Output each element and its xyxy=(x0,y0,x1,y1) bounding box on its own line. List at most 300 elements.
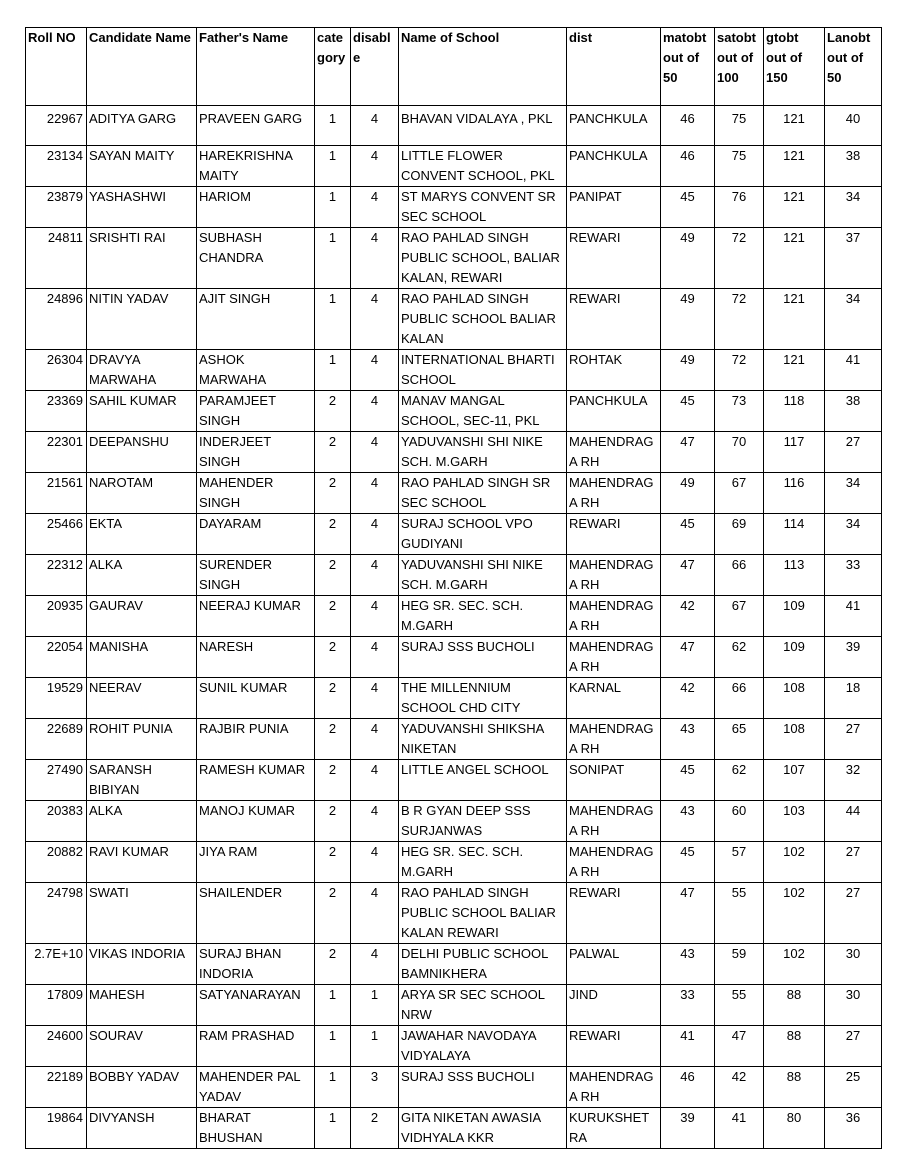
school-cell: DELHI PUBLIC SCHOOL BAMNIKHERA xyxy=(399,944,567,985)
table-row xyxy=(26,678,882,719)
dist-cell: MAHENDRAGA RH xyxy=(567,596,661,637)
lanobt-cell: 30 xyxy=(825,985,882,1026)
gtobt-cell: 114 xyxy=(764,514,825,555)
header-gtobt: gtobt out of 150 xyxy=(764,28,825,106)
roll-no-cell: 22689 xyxy=(26,719,87,760)
table-row xyxy=(26,514,882,555)
dist-cell: REWARI xyxy=(567,289,661,350)
disable-cell: 3 xyxy=(351,1067,399,1108)
candidate-name-cell: ROHIT PUNIA xyxy=(87,719,197,760)
disable-cell: 4 xyxy=(351,106,399,146)
results-table-wrapper xyxy=(25,27,882,1149)
disable-cell: 4 xyxy=(351,719,399,760)
category-cell: 1 xyxy=(315,289,351,350)
dist-cell: MAHENDRAGA RH xyxy=(567,719,661,760)
disable-cell: 4 xyxy=(351,678,399,719)
matobt-cell: 47 xyxy=(661,883,715,944)
dist-cell: REWARI xyxy=(567,228,661,289)
fathers-name-cell: RAJBIR PUNIA xyxy=(197,719,315,760)
matobt-cell: 33 xyxy=(661,985,715,1026)
category-cell: 2 xyxy=(315,637,351,678)
satobt-cell: 66 xyxy=(715,555,764,596)
satobt-cell: 65 xyxy=(715,719,764,760)
disable-cell: 4 xyxy=(351,883,399,944)
category-cell: 1 xyxy=(315,146,351,187)
matobt-cell: 49 xyxy=(661,228,715,289)
matobt-cell: 49 xyxy=(661,350,715,391)
header-fathers-name: Father's Name xyxy=(197,28,315,106)
roll-no-cell: 22189 xyxy=(26,1067,87,1108)
fathers-name-cell: INDERJEET SINGH xyxy=(197,432,315,473)
category-cell: 2 xyxy=(315,473,351,514)
satobt-cell: 41 xyxy=(715,1108,764,1149)
table-row xyxy=(26,146,882,187)
header-matobt: matobt out of 50 xyxy=(661,28,715,106)
table-row xyxy=(26,944,882,985)
gtobt-cell: 121 xyxy=(764,187,825,228)
candidate-name-cell: ADITYA GARG xyxy=(87,106,197,146)
category-cell: 2 xyxy=(315,719,351,760)
school-cell: YADUVANSHI SHIKSHA NIKETAN xyxy=(399,719,567,760)
gtobt-cell: 102 xyxy=(764,883,825,944)
matobt-cell: 43 xyxy=(661,801,715,842)
dist-cell: MAHENDRAGA RH xyxy=(567,637,661,678)
fathers-name-cell: MANOJ KUMAR xyxy=(197,801,315,842)
dist-cell: REWARI xyxy=(567,514,661,555)
table-row xyxy=(26,391,882,432)
disable-cell: 4 xyxy=(351,514,399,555)
gtobt-cell: 121 xyxy=(764,350,825,391)
table-row xyxy=(26,432,882,473)
dist-cell: PANCHKULA xyxy=(567,391,661,432)
table-row xyxy=(26,1026,882,1067)
disable-cell: 4 xyxy=(351,350,399,391)
dist-cell: PANIPAT xyxy=(567,187,661,228)
table-row xyxy=(26,350,882,391)
school-cell: YADUVANSHI SHI NIKE SCH. M.GARH xyxy=(399,555,567,596)
dist-cell: MAHENDRAGA RH xyxy=(567,1067,661,1108)
category-cell: 2 xyxy=(315,842,351,883)
dist-cell: KARNAL xyxy=(567,678,661,719)
header-candidate-name: Candidate Name xyxy=(87,28,197,106)
table-row xyxy=(26,289,882,350)
roll-no-cell: 20383 xyxy=(26,801,87,842)
category-cell: 1 xyxy=(315,1108,351,1149)
fathers-name-cell: SUBHASH CHANDRA xyxy=(197,228,315,289)
roll-no-cell: 21561 xyxy=(26,473,87,514)
disable-cell: 4 xyxy=(351,596,399,637)
disable-cell: 4 xyxy=(351,187,399,228)
fathers-name-cell: NARESH xyxy=(197,637,315,678)
lanobt-cell: 32 xyxy=(825,760,882,801)
header-roll-no: Roll NO xyxy=(26,28,87,106)
candidate-name-cell: SAHIL KUMAR xyxy=(87,391,197,432)
fathers-name-cell: AJIT SINGH xyxy=(197,289,315,350)
gtobt-cell: 109 xyxy=(764,596,825,637)
satobt-cell: 69 xyxy=(715,514,764,555)
lanobt-cell: 34 xyxy=(825,289,882,350)
lanobt-cell: 36 xyxy=(825,1108,882,1149)
category-cell: 2 xyxy=(315,883,351,944)
lanobt-cell: 27 xyxy=(825,719,882,760)
candidate-name-cell: DRAVYA MARWAHA xyxy=(87,350,197,391)
header-category: cate gory xyxy=(315,28,351,106)
roll-no-cell: 19529 xyxy=(26,678,87,719)
fathers-name-cell: BHARAT BHUSHAN xyxy=(197,1108,315,1149)
school-cell: ARYA SR SEC SCHOOL NRW xyxy=(399,985,567,1026)
table-row xyxy=(26,473,882,514)
satobt-cell: 72 xyxy=(715,350,764,391)
disable-cell: 4 xyxy=(351,637,399,678)
lanobt-cell: 25 xyxy=(825,1067,882,1108)
school-cell: RAO PAHLAD SINGH SR SEC SCHOOL xyxy=(399,473,567,514)
gtobt-cell: 102 xyxy=(764,944,825,985)
lanobt-cell: 40 xyxy=(825,106,882,146)
school-cell: THE MILLENNIUM SCHOOL CHD CITY xyxy=(399,678,567,719)
candidate-name-cell: NAROTAM xyxy=(87,473,197,514)
matobt-cell: 42 xyxy=(661,596,715,637)
lanobt-cell: 34 xyxy=(825,514,882,555)
school-cell: RAO PAHLAD SINGH PUBLIC SCHOOL BALIAR KALAN xyxy=(399,289,567,350)
table-row xyxy=(26,883,882,944)
matobt-cell: 46 xyxy=(661,146,715,187)
header-school: Name of School xyxy=(399,28,567,106)
school-cell: BHAVAN VIDALAYA , PKL xyxy=(399,106,567,146)
category-cell: 2 xyxy=(315,555,351,596)
roll-no-cell: 27490 xyxy=(26,760,87,801)
fathers-name-cell: MAHENDER SINGH xyxy=(197,473,315,514)
satobt-cell: 67 xyxy=(715,473,764,514)
category-cell: 1 xyxy=(315,228,351,289)
disable-cell: 4 xyxy=(351,289,399,350)
satobt-cell: 42 xyxy=(715,1067,764,1108)
matobt-cell: 45 xyxy=(661,391,715,432)
gtobt-cell: 103 xyxy=(764,801,825,842)
gtobt-cell: 109 xyxy=(764,637,825,678)
satobt-cell: 76 xyxy=(715,187,764,228)
roll-no-cell: 25466 xyxy=(26,514,87,555)
table-row xyxy=(26,801,882,842)
dist-cell: MAHENDRAGA RH xyxy=(567,432,661,473)
roll-no-cell: 22301 xyxy=(26,432,87,473)
category-cell: 2 xyxy=(315,678,351,719)
satobt-cell: 55 xyxy=(715,883,764,944)
candidate-name-cell: SWATI xyxy=(87,883,197,944)
gtobt-cell: 118 xyxy=(764,391,825,432)
satobt-cell: 59 xyxy=(715,944,764,985)
fathers-name-cell: SURENDER SINGH xyxy=(197,555,315,596)
candidate-name-cell: DIVYANSH xyxy=(87,1108,197,1149)
satobt-cell: 47 xyxy=(715,1026,764,1067)
table-row xyxy=(26,228,882,289)
lanobt-cell: 27 xyxy=(825,1026,882,1067)
category-cell: 2 xyxy=(315,514,351,555)
category-cell: 2 xyxy=(315,432,351,473)
school-cell: HEG SR. SEC. SCH. M.GARH xyxy=(399,596,567,637)
disable-cell: 4 xyxy=(351,146,399,187)
dist-cell: PALWAL xyxy=(567,944,661,985)
category-cell: 2 xyxy=(315,596,351,637)
school-cell: LITTLE ANGEL SCHOOL xyxy=(399,760,567,801)
satobt-cell: 70 xyxy=(715,432,764,473)
fathers-name-cell: RAMESH KUMAR xyxy=(197,760,315,801)
candidate-name-cell: MAHESH xyxy=(87,985,197,1026)
dist-cell: MAHENDRAGA RH xyxy=(567,842,661,883)
disable-cell: 2 xyxy=(351,1108,399,1149)
school-cell: INTERNATIONAL BHARTI SCHOOL xyxy=(399,350,567,391)
gtobt-cell: 121 xyxy=(764,228,825,289)
fathers-name-cell: DAYARAM xyxy=(197,514,315,555)
matobt-cell: 47 xyxy=(661,637,715,678)
table-row xyxy=(26,760,882,801)
category-cell: 1 xyxy=(315,985,351,1026)
roll-no-cell: 23369 xyxy=(26,391,87,432)
fathers-name-cell: SURAJ BHAN INDORIA xyxy=(197,944,315,985)
matobt-cell: 41 xyxy=(661,1026,715,1067)
category-cell: 1 xyxy=(315,187,351,228)
category-cell: 2 xyxy=(315,801,351,842)
satobt-cell: 72 xyxy=(715,228,764,289)
header-row xyxy=(26,28,882,106)
candidate-name-cell: SRISHTI RAI xyxy=(87,228,197,289)
category-cell: 1 xyxy=(315,1026,351,1067)
roll-no-cell: 24896 xyxy=(26,289,87,350)
roll-no-cell: 22054 xyxy=(26,637,87,678)
fathers-name-cell: HAREKRISHNA MAITY xyxy=(197,146,315,187)
dist-cell: MAHENDRAGA RH xyxy=(567,473,661,514)
matobt-cell: 47 xyxy=(661,555,715,596)
candidate-name-cell: SAYAN MAITY xyxy=(87,146,197,187)
candidate-name-cell: DEEPANSHU xyxy=(87,432,197,473)
lanobt-cell: 27 xyxy=(825,883,882,944)
satobt-cell: 62 xyxy=(715,637,764,678)
dist-cell: MAHENDRAGA RH xyxy=(567,555,661,596)
candidate-name-cell: ALKA xyxy=(87,555,197,596)
matobt-cell: 45 xyxy=(661,760,715,801)
matobt-cell: 43 xyxy=(661,944,715,985)
disable-cell: 4 xyxy=(351,473,399,514)
matobt-cell: 49 xyxy=(661,473,715,514)
matobt-cell: 42 xyxy=(661,678,715,719)
roll-no-cell: 22312 xyxy=(26,555,87,596)
roll-no-cell: 26304 xyxy=(26,350,87,391)
satobt-cell: 75 xyxy=(715,106,764,146)
fathers-name-cell: PARAMJEET SINGH xyxy=(197,391,315,432)
header-satobt: satobt out of 100 xyxy=(715,28,764,106)
roll-no-cell: 23879 xyxy=(26,187,87,228)
candidate-name-cell: NITIN YADAV xyxy=(87,289,197,350)
gtobt-cell: 107 xyxy=(764,760,825,801)
matobt-cell: 46 xyxy=(661,106,715,146)
category-cell: 1 xyxy=(315,350,351,391)
table-body xyxy=(26,106,882,1149)
candidate-name-cell: YASHASHWI xyxy=(87,187,197,228)
matobt-cell: 45 xyxy=(661,187,715,228)
disable-cell: 4 xyxy=(351,760,399,801)
candidate-name-cell: SOURAV xyxy=(87,1026,197,1067)
gtobt-cell: 88 xyxy=(764,1067,825,1108)
category-cell: 1 xyxy=(315,1067,351,1108)
category-cell: 2 xyxy=(315,944,351,985)
category-cell: 2 xyxy=(315,760,351,801)
roll-no-cell: 20935 xyxy=(26,596,87,637)
satobt-cell: 60 xyxy=(715,801,764,842)
satobt-cell: 62 xyxy=(715,760,764,801)
gtobt-cell: 121 xyxy=(764,146,825,187)
fathers-name-cell: SHAILENDER xyxy=(197,883,315,944)
school-cell: GITA NIKETAN AWASIA VIDHYALA KKR xyxy=(399,1108,567,1149)
roll-no-cell: 24798 xyxy=(26,883,87,944)
table-row xyxy=(26,1067,882,1108)
roll-no-cell: 19864 xyxy=(26,1108,87,1149)
gtobt-cell: 80 xyxy=(764,1108,825,1149)
matobt-cell: 49 xyxy=(661,289,715,350)
satobt-cell: 72 xyxy=(715,289,764,350)
dist-cell: PANCHKULA xyxy=(567,106,661,146)
gtobt-cell: 88 xyxy=(764,1026,825,1067)
candidate-name-cell: EKTA xyxy=(87,514,197,555)
dist-cell: ROHTAK xyxy=(567,350,661,391)
candidate-name-cell: RAVI KUMAR xyxy=(87,842,197,883)
header-dist: dist xyxy=(567,28,661,106)
candidate-name-cell: NEERAV xyxy=(87,678,197,719)
school-cell: HEG SR. SEC. SCH. M.GARH xyxy=(399,842,567,883)
table-row xyxy=(26,719,882,760)
disable-cell: 1 xyxy=(351,985,399,1026)
fathers-name-cell: PRAVEEN GARG xyxy=(197,106,315,146)
lanobt-cell: 27 xyxy=(825,432,882,473)
lanobt-cell: 38 xyxy=(825,146,882,187)
candidate-name-cell: BOBBY YADAV xyxy=(87,1067,197,1108)
disable-cell: 4 xyxy=(351,801,399,842)
fathers-name-cell: NEERAJ KUMAR xyxy=(197,596,315,637)
dist-cell: SONIPAT xyxy=(567,760,661,801)
roll-no-cell: 24600 xyxy=(26,1026,87,1067)
fathers-name-cell: RAM PRASHAD xyxy=(197,1026,315,1067)
roll-no-cell: 23134 xyxy=(26,146,87,187)
school-cell: LITTLE FLOWER CONVENT SCHOOL, PKL xyxy=(399,146,567,187)
dist-cell: KURUKSHETRA xyxy=(567,1108,661,1149)
table-row xyxy=(26,637,882,678)
lanobt-cell: 41 xyxy=(825,350,882,391)
disable-cell: 4 xyxy=(351,391,399,432)
candidate-name-cell: ALKA xyxy=(87,801,197,842)
satobt-cell: 57 xyxy=(715,842,764,883)
category-cell: 2 xyxy=(315,391,351,432)
disable-cell: 4 xyxy=(351,555,399,596)
matobt-cell: 47 xyxy=(661,432,715,473)
lanobt-cell: 27 xyxy=(825,842,882,883)
satobt-cell: 73 xyxy=(715,391,764,432)
school-cell: B R GYAN DEEP SSS SURJANWAS xyxy=(399,801,567,842)
lanobt-cell: 39 xyxy=(825,637,882,678)
gtobt-cell: 108 xyxy=(764,719,825,760)
disable-cell: 4 xyxy=(351,944,399,985)
disable-cell: 4 xyxy=(351,842,399,883)
fathers-name-cell: SATYANARAYAN xyxy=(197,985,315,1026)
table-row xyxy=(26,187,882,228)
roll-no-cell: 20882 xyxy=(26,842,87,883)
school-cell: YADUVANSHI SHI NIKE SCH. M.GARH xyxy=(399,432,567,473)
candidate-name-cell: MANISHA xyxy=(87,637,197,678)
satobt-cell: 55 xyxy=(715,985,764,1026)
satobt-cell: 75 xyxy=(715,146,764,187)
header-lanobt: Lanobt out of 50 xyxy=(825,28,882,106)
roll-no-cell: 2.7E+10 xyxy=(26,944,87,985)
lanobt-cell: 34 xyxy=(825,187,882,228)
satobt-cell: 67 xyxy=(715,596,764,637)
matobt-cell: 39 xyxy=(661,1108,715,1149)
table-row xyxy=(26,985,882,1026)
lanobt-cell: 37 xyxy=(825,228,882,289)
roll-no-cell: 24811 xyxy=(26,228,87,289)
gtobt-cell: 116 xyxy=(764,473,825,514)
lanobt-cell: 33 xyxy=(825,555,882,596)
lanobt-cell: 34 xyxy=(825,473,882,514)
school-cell: SURAJ SSS BUCHOLI xyxy=(399,637,567,678)
dist-cell: PANCHKULA xyxy=(567,146,661,187)
table-row xyxy=(26,106,882,146)
fathers-name-cell: ASHOK MARWAHA xyxy=(197,350,315,391)
school-cell: JAWAHAR NAVODAYA VIDYALAYA xyxy=(399,1026,567,1067)
school-cell: ST MARYS CONVENT SR SEC SCHOOL xyxy=(399,187,567,228)
satobt-cell: 66 xyxy=(715,678,764,719)
roll-no-cell: 17809 xyxy=(26,985,87,1026)
dist-cell: MAHENDRAGA RH xyxy=(567,801,661,842)
lanobt-cell: 38 xyxy=(825,391,882,432)
matobt-cell: 45 xyxy=(661,514,715,555)
disable-cell: 4 xyxy=(351,228,399,289)
header-disable: disabl e xyxy=(351,28,399,106)
table-row xyxy=(26,596,882,637)
fathers-name-cell: SUNIL KUMAR xyxy=(197,678,315,719)
gtobt-cell: 121 xyxy=(764,289,825,350)
gtobt-cell: 102 xyxy=(764,842,825,883)
table-row xyxy=(26,1108,882,1149)
lanobt-cell: 44 xyxy=(825,801,882,842)
dist-cell: REWARI xyxy=(567,1026,661,1067)
candidate-name-cell: VIKAS INDORIA xyxy=(87,944,197,985)
gtobt-cell: 88 xyxy=(764,985,825,1026)
lanobt-cell: 41 xyxy=(825,596,882,637)
disable-cell: 1 xyxy=(351,1026,399,1067)
candidate-name-cell: GAURAV xyxy=(87,596,197,637)
gtobt-cell: 117 xyxy=(764,432,825,473)
dist-cell: JIND xyxy=(567,985,661,1026)
roll-no-cell: 22967 xyxy=(26,106,87,146)
school-cell: MANAV MANGAL SCHOOL, SEC-11, PKL xyxy=(399,391,567,432)
matobt-cell: 43 xyxy=(661,719,715,760)
school-cell: SURAJ SSS BUCHOLI xyxy=(399,1067,567,1108)
dist-cell: REWARI xyxy=(567,883,661,944)
category-cell: 1 xyxy=(315,106,351,146)
school-cell: RAO PAHLAD SINGH PUBLIC SCHOOL BALIAR KALAN REWARI xyxy=(399,883,567,944)
disable-cell: 4 xyxy=(351,432,399,473)
table-row xyxy=(26,555,882,596)
school-cell: RAO PAHLAD SINGH PUBLIC SCHOOL, BALIAR KALAN, REWARI xyxy=(399,228,567,289)
fathers-name-cell: MAHENDER PAL YADAV xyxy=(197,1067,315,1108)
fathers-name-cell: JIYA RAM xyxy=(197,842,315,883)
gtobt-cell: 108 xyxy=(764,678,825,719)
table-row xyxy=(26,842,882,883)
gtobt-cell: 121 xyxy=(764,106,825,146)
fathers-name-cell: HARIOM xyxy=(197,187,315,228)
school-cell: SURAJ SCHOOL VPO GUDIYANI xyxy=(399,514,567,555)
gtobt-cell: 113 xyxy=(764,555,825,596)
matobt-cell: 45 xyxy=(661,842,715,883)
matobt-cell: 46 xyxy=(661,1067,715,1108)
lanobt-cell: 30 xyxy=(825,944,882,985)
